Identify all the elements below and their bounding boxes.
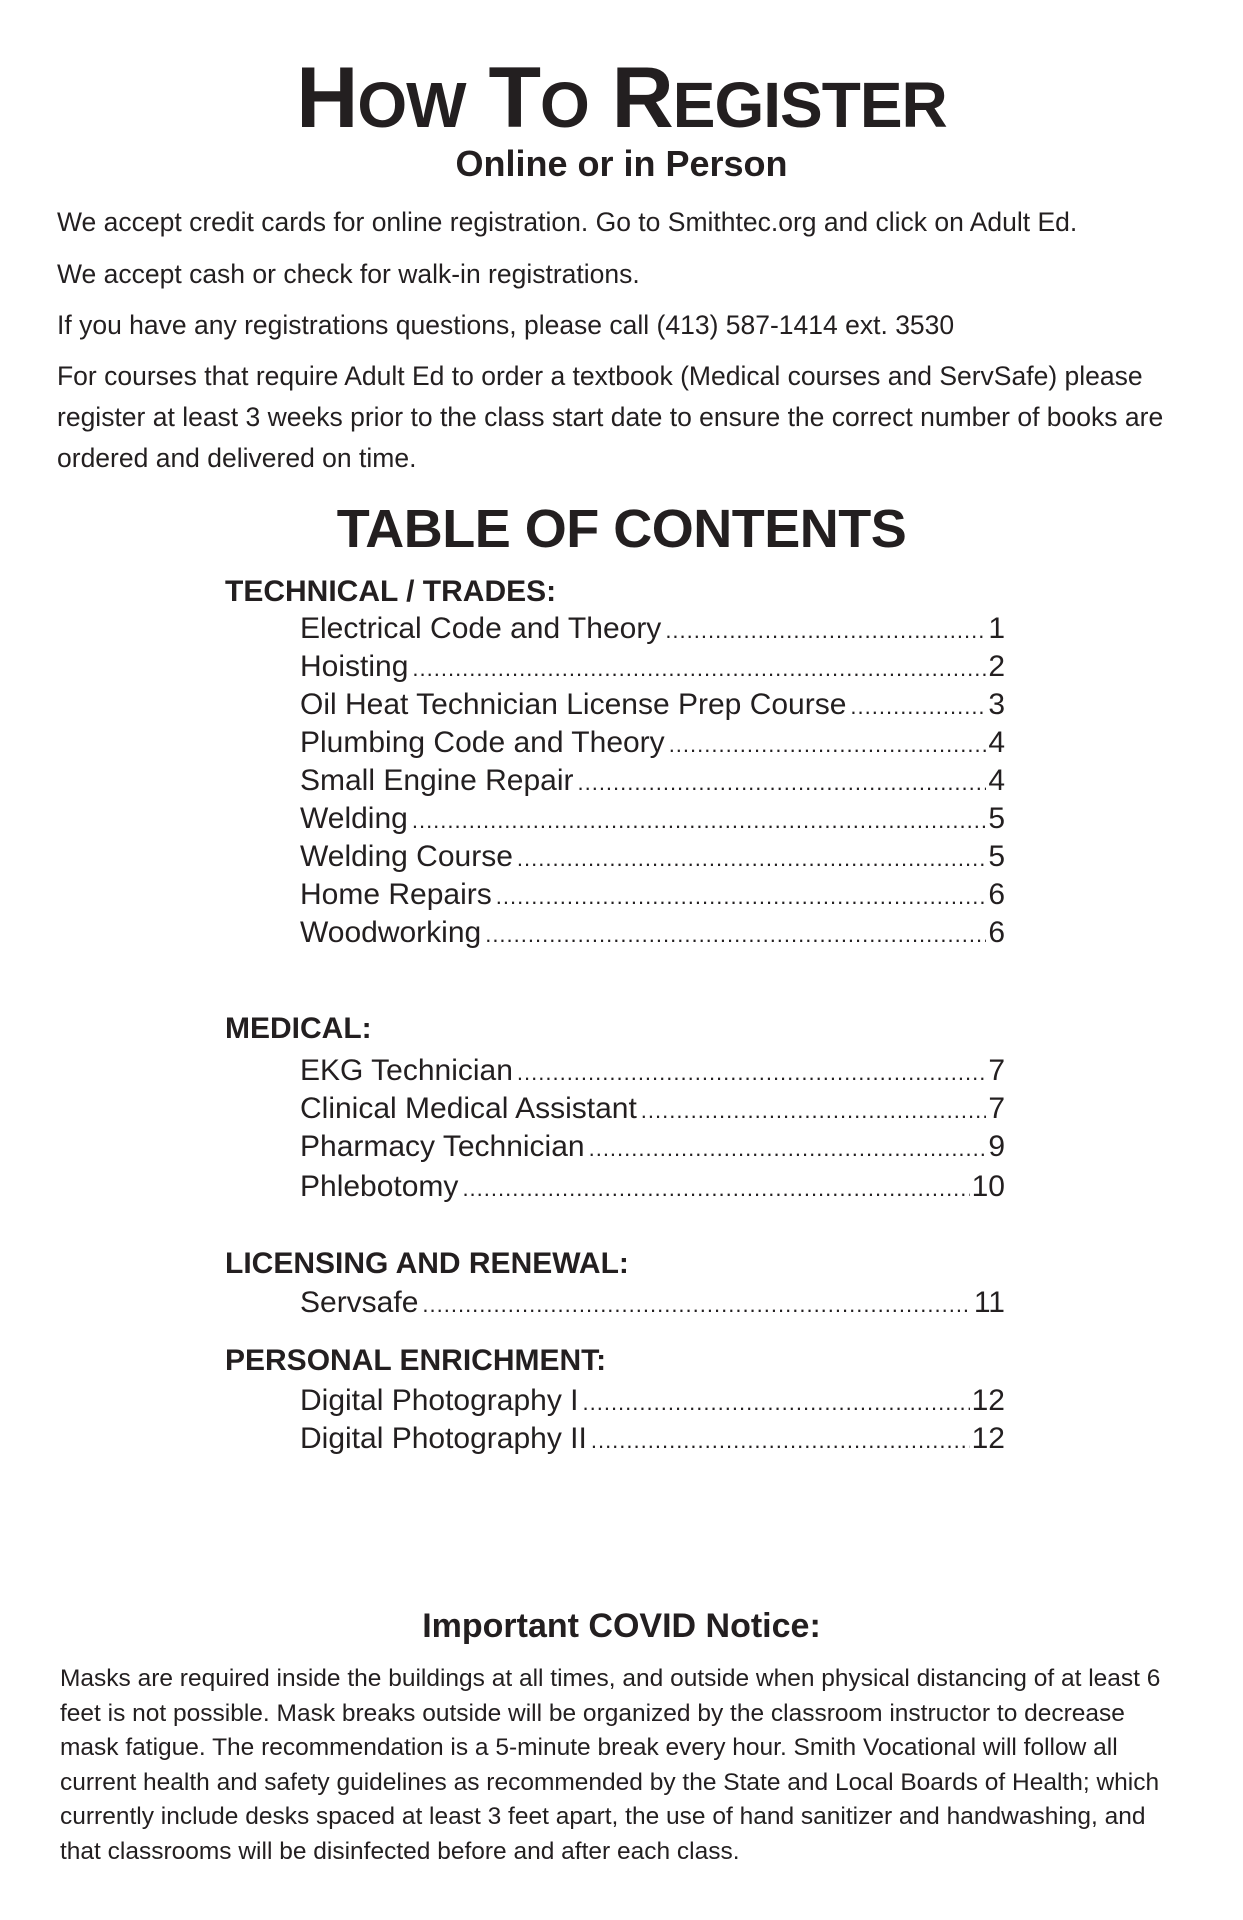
toc-entry <box>300 762 1005 800</box>
toc-entry-page: 5 <box>988 802 1005 835</box>
intro-paragraph: If you have any registrations questions, please call (413) 587-1414 ext. 3530 <box>57 310 955 340</box>
toc-entry-page: 1 <box>988 612 1005 645</box>
toc-entry-label: Welding <box>300 802 408 835</box>
toc-entry-page: 2 <box>988 650 1005 683</box>
toc-title: TABLE OF CONTENTS <box>336 499 907 559</box>
toc-entry <box>300 876 1005 914</box>
toc-entry-label: Small Engine Repair <box>300 764 574 797</box>
dot-leader <box>641 1092 987 1130</box>
toc-entry-page: 12 <box>971 1384 1005 1417</box>
toc-entry <box>300 1128 1005 1166</box>
dot-leader <box>462 1170 969 1208</box>
toc-section-heading: TECHNICAL / TRADES: <box>225 575 557 608</box>
dot-leader <box>669 726 987 764</box>
toc-entry-page: 5 <box>988 840 1005 873</box>
toc-entry <box>300 1382 1005 1420</box>
dot-leader <box>485 916 986 954</box>
title-part: O <box>540 69 589 141</box>
intro-paragraph: For courses that require Adult Ed to order a textbook (Medical courses and ServSafe) please register at least 3 weeks prior to the class start date to ensure the correct number of books are ordered and delivered on time. <box>57 361 1164 473</box>
dot-leader <box>850 688 986 726</box>
toc-entry <box>300 1284 1005 1322</box>
dot-leader <box>583 1384 970 1422</box>
toc-section-heading: MEDICAL: <box>225 1012 372 1045</box>
dot-leader <box>496 878 987 916</box>
toc-entry-page: 7 <box>988 1092 1005 1125</box>
toc-entry <box>300 838 1005 876</box>
dot-leader <box>589 1130 987 1168</box>
toc-section-heading: PERSONAL ENRICHMENT: <box>225 1344 607 1377</box>
dot-leader <box>665 612 986 650</box>
toc-entry-page: 10 <box>971 1170 1005 1203</box>
page-subtitle: Online or in Person <box>455 143 788 184</box>
dot-leader <box>412 650 986 688</box>
covid-notice-title: Important COVID Notice: <box>422 1607 821 1645</box>
toc-entry <box>300 1090 1005 1128</box>
toc-entry-label: Electrical Code and Theory <box>300 612 662 645</box>
toc-entry-label: Oil Heat Technician License Prep Course <box>300 688 847 721</box>
toc-entry <box>300 1052 1005 1090</box>
toc-entry-page: 9 <box>988 1130 1005 1163</box>
toc-entry-label: Woodworking <box>300 916 482 949</box>
toc-entry-label: Phlebotomy <box>300 1170 459 1203</box>
dot-leader <box>422 1286 971 1324</box>
intro-paragraph: We accept cash or check for walk-in registrations. <box>57 259 640 289</box>
toc-entry <box>300 686 1005 724</box>
toc-entry <box>300 1420 1005 1458</box>
toc-entry <box>300 1168 1005 1206</box>
toc-entry-label: Hoisting <box>300 650 409 683</box>
toc-entry-label: Pharmacy Technician <box>300 1130 585 1163</box>
toc-entry-label: Plumbing Code and Theory <box>300 726 665 759</box>
toc-entry-page: 4 <box>988 764 1005 797</box>
title-part: R <box>588 50 673 146</box>
toc-entry-page: 11 <box>973 1286 1005 1319</box>
toc-entry <box>300 914 1005 952</box>
dot-leader <box>412 802 986 840</box>
title-part: T <box>465 50 540 146</box>
toc-entry-page: 4 <box>988 726 1005 759</box>
dot-leader <box>517 1054 986 1092</box>
page-title <box>0 48 1243 155</box>
toc-entry <box>300 724 1005 762</box>
toc-entry-label: Digital Photography II <box>300 1422 587 1455</box>
toc-entry-page: 3 <box>988 688 1005 721</box>
toc-entry-page: 6 <box>988 878 1005 911</box>
toc-entry-page: 6 <box>988 916 1005 949</box>
title-part: EGISTER <box>672 69 947 141</box>
toc-entry-label: EKG Technician <box>300 1054 513 1087</box>
toc-entry-page: 12 <box>971 1422 1005 1455</box>
toc-entry <box>300 610 1005 648</box>
title-part: H <box>296 50 358 146</box>
dot-leader <box>577 764 986 802</box>
toc-entry <box>300 800 1005 838</box>
toc-section-heading: LICENSING AND RENEWAL: <box>225 1247 629 1280</box>
toc-entry <box>300 648 1005 686</box>
intro-paragraph: We accept credit cards for online registration. Go to Smithtec.org and click on Adult Ed. <box>57 207 1078 237</box>
toc-entry-label: Servsafe <box>300 1286 419 1319</box>
toc-entry-label: Digital Photography I <box>300 1384 579 1417</box>
dot-leader <box>591 1422 970 1460</box>
toc-entry-label: Welding Course <box>300 840 513 873</box>
covid-notice-text: Masks are required inside the buildings at all times, and outside when physical distancing of at least 6 feet is not possible. Mask breaks outside will be organized by the classroom instructor to decrease mask fatigue. The recommendation is a 5-minute break every hour. Smith Vocational will follow all current health and safety guidelines as recommended by the State and Local Boards of Health; which currently include desks spaced at least 3 feet apart, the use of hand sanitizer and handwashing, and that classrooms will be disinfected before and after each class. <box>60 1665 1161 1865</box>
title-part: OW <box>357 69 466 141</box>
toc-entry-label: Home Repairs <box>300 878 492 911</box>
toc-entry-page: 7 <box>988 1054 1005 1087</box>
dot-leader <box>517 840 986 878</box>
toc-entry-label: Clinical Medical Assistant <box>300 1092 637 1125</box>
